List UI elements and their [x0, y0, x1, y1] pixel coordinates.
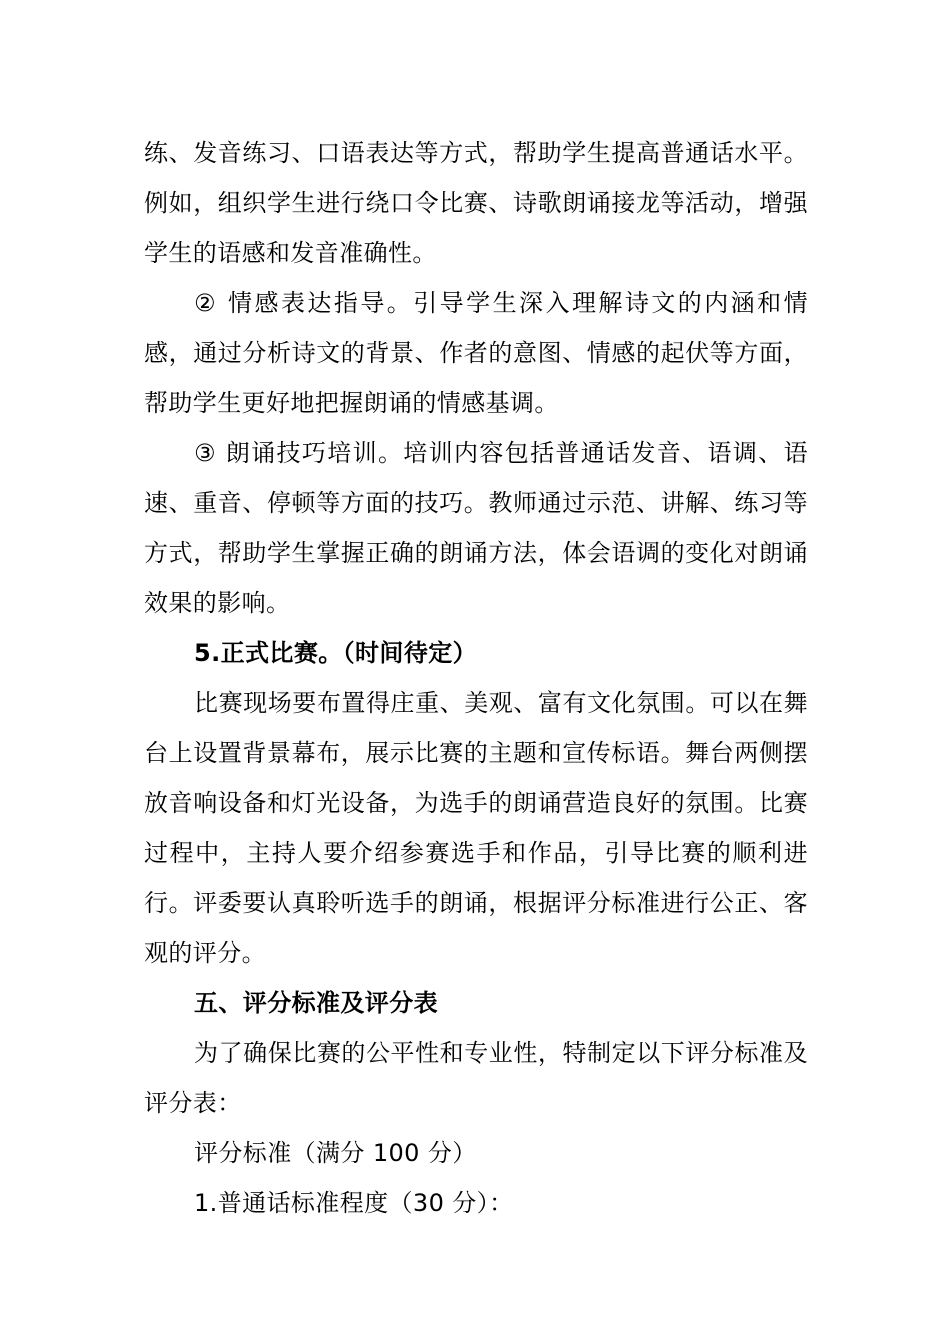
paragraph-emotion-guidance: ② 情感表达指导。引导学生深入理解诗文的内涵和情感，通过分析诗文的背景、作者的意图、情感的起伏等方面，帮助学生更好地把握朗诵的情感基调。	[144, 289, 808, 417]
paragraph-putonghua-training-continued: 练、发音练习、口语表达等方式，帮助学生提高普通话水平。例如，组织学生进行绕口令比赛、诗歌朗诵接龙等活动，增强学生的语感和发音准确性。	[144, 139, 808, 267]
paragraph-competition-venue: 比赛现场要布置得庄重、美观、富有文化氛围。可以在舞台上设置背景幕布，展示比赛的主题和宣传标语。舞台两侧摆放音响设备和灯光设备，为选手的朗诵营造良好的氛围。比赛过程中，主持人要介绍参赛选手和作品，引导比赛的顺利进行。评委要认真聆听选手的朗诵，根据评分标准进行公正、客观的评分。	[144, 689, 808, 967]
paragraph-recitation-skills: ③ 朗诵技巧培训。培训内容包括普通话发音、语调、语速、重音、停顿等方面的技巧。教师通过示范、讲解、练习等方式，帮助学生掌握正确的朗诵方法，体会语调的变化对朗诵效果的影响。	[144, 439, 808, 617]
heading-scoring-criteria: 五、评分标准及评分表	[194, 989, 438, 1017]
scoring-standard-title: 评分标准（满分 100 分）	[194, 1139, 477, 1167]
heading-formal-competition: 5.正式比赛。（时间待定）	[194, 639, 478, 667]
scoring-item-putonghua: 1.普通话标准程度（30 分）：	[194, 1189, 514, 1217]
document-body	[144, 128, 808, 1228]
paragraph-scoring-intro: 为了确保比赛的公平性和专业性，特制定以下评分标准及评分表：	[144, 1039, 808, 1117]
